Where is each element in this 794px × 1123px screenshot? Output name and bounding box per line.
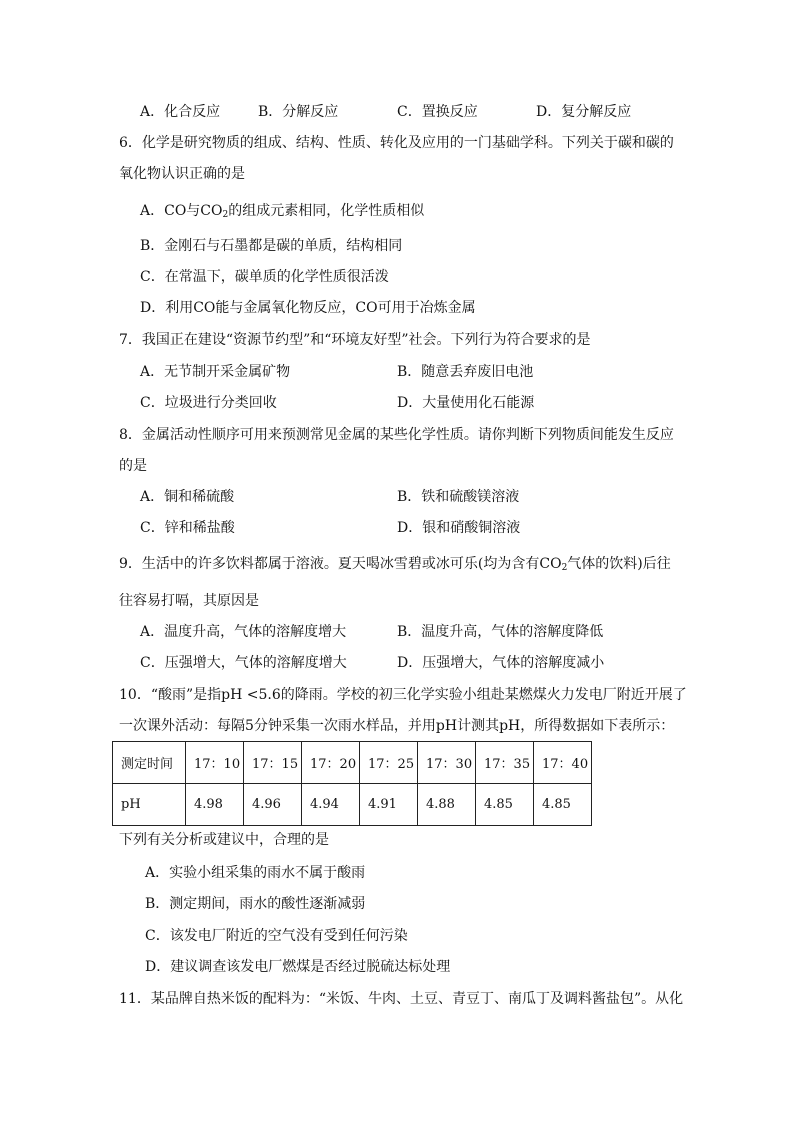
q10-stem-line1: 10．“酸雨”是指pH <5.6的降雨。学校的初三化学实验小组赴某燃煤火力发电厂附近开展了: [119, 687, 687, 703]
table-cell-time: 17：35: [476, 742, 534, 784]
table-cell-time: 17：30: [418, 742, 476, 784]
q5-option-a: A．化合反应: [140, 104, 221, 120]
table-cell-time: 17：10: [186, 742, 244, 784]
q8-stem-line2: 的是: [119, 458, 147, 474]
q6-stem-line2: 氧化物认识正确的是: [119, 166, 245, 182]
q10-option-d: D．建议调查该发电厂燃煤是否经过脱硫达标处理: [145, 959, 451, 975]
ph-data-table: [112, 741, 592, 826]
q7-stem: 7．我国正在建设“资源节约型”和“环境友好型”社会。下列行为符合要求的是: [119, 332, 591, 348]
q11-stem-line1: 11．某品牌自热米饭的配料为：“米饭、牛肉、土豆、青豆丁、南瓜丁及调料酱盐包”。从化: [119, 991, 684, 1007]
q9-stem-line1: 9．生活中的许多饮料都属于溶液。夏天喝冰雪碧或冰可乐(均为含有$CO_2$气体的饮料)后往: [119, 556, 671, 573]
table-cell-ph: 4.96: [244, 784, 302, 826]
q6-stem-line1: 6．化学是研究物质的组成、结构、性质、转化及应用的一门基础学科。下列关于碳和碳的: [119, 135, 674, 151]
q5-option-d: D．复分解反应: [536, 104, 632, 120]
q10-option-a: A．实验小组采集的雨水不属于酸雨: [145, 865, 366, 881]
q8-stem-line1: 8．金属活动性顺序可用来预测常见金属的某些化学性质。请你判断下列物质间能发生反应: [119, 427, 674, 443]
table-header-label: 测定时间: [113, 742, 186, 784]
table-cell-ph: 4.91: [360, 784, 418, 826]
q6-option-a: A．CO与$CO_2$的组成元素相同，化学性质相似: [140, 203, 425, 220]
q7-option-b: B．随意丢弃废旧电池: [397, 364, 534, 380]
table-row-ph: [113, 784, 592, 826]
table-cell-time: 17：20: [302, 742, 360, 784]
q9-option-d: D．压强增大，气体的溶解度减小: [397, 655, 605, 671]
q6-option-c: C．在常温下，碳单质的化学性质很活泼: [140, 269, 389, 285]
q5-option-c: C．置换反应: [397, 104, 478, 120]
table-row-label: pH: [113, 784, 186, 826]
q5-option-b: B．分解反应: [258, 104, 339, 120]
q6-option-d: D．利用CO能与金属氧化物反应，CO可用于冶炼金属: [140, 300, 476, 316]
q7-option-c: C．垃圾进行分类回收: [140, 395, 277, 411]
table-cell-ph: 4.85: [476, 784, 534, 826]
q8-option-b: B．铁和硫酸镁溶液: [397, 489, 520, 505]
q10-option-c: C．该发电厂附近的空气没有受到任何污染: [145, 928, 408, 944]
q6-option-b: B．金刚石与石墨都是碳的单质，结构相同: [140, 238, 403, 254]
q7-option-a: A．无节制开采金属矿物: [140, 364, 291, 380]
table-cell-ph: 4.98: [186, 784, 244, 826]
q9-option-c: C．压强增大，气体的溶解度增大: [140, 655, 347, 671]
q7-option-d: D．大量使用化石能源: [397, 395, 535, 411]
q9-stem-line2: 往容易打嗝，其原因是: [119, 593, 259, 609]
q8-option-d: D．银和硝酸铜溶液: [397, 520, 521, 536]
q8-option-a: A．铜和稀硫酸: [140, 489, 235, 505]
table-row-time: [113, 742, 592, 784]
table-cell-ph: 4.94: [302, 784, 360, 826]
table-cell-time: 17：25: [360, 742, 418, 784]
q9-option-a: A．温度升高，气体的溶解度增大: [140, 624, 347, 640]
table-cell-ph: 4.85: [534, 784, 592, 826]
table-cell-time: 17：15: [244, 742, 302, 784]
q8-option-c: C．锌和稀盐酸: [140, 520, 235, 536]
table-cell-ph: 4.88: [418, 784, 476, 826]
table-cell-time: 17：40: [534, 742, 592, 784]
q10-followup: 下列有关分析或建议中，合理的是: [119, 832, 329, 848]
q9-option-b: B．温度升高，气体的溶解度降低: [397, 624, 604, 640]
q10-option-b: B．测定期间，雨水的酸性逐渐减弱: [145, 896, 366, 912]
q10-stem-line2: 一次课外活动：每隔5分钟采集一次雨水样品，并用pH计测其pH，所得数据如下表所示：: [119, 718, 675, 734]
